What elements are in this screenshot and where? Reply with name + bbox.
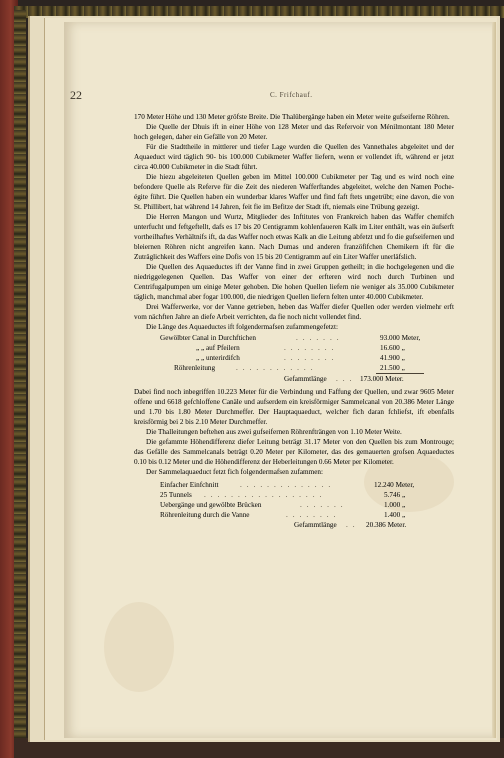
table-total-label: Gefammtlänge — [294, 521, 337, 529]
leader-dots: . . . . . . . . . . . . . . — [240, 481, 332, 489]
table-row-label: Einfacher Einfchnitt — [160, 481, 219, 489]
page-number: 22 — [70, 88, 82, 102]
table-row-value: 21.500 „ — [380, 364, 405, 372]
table-row-label: „ „ unterirdifch — [196, 354, 240, 362]
table-total-row — [134, 374, 454, 384]
paragraph-group-b — [134, 387, 454, 477]
paragraph: Die gefammte Höhendifferenz diefer Leitung beträgt 31.17 Meter von den Quellen bis zum Montrouge; das Gefälle des Sammelcanals beträgt 0.20 Meter per Kilometer, das des gemauerten grofsen Aquaeductes 0.10 bis 0.12 Meter und die Höhendifferenz der Heberleitungen 0.66 Meter per Kilometer. — [134, 438, 454, 466]
table-row-label: Gewölbter Canal in Durchftichen — [160, 334, 256, 342]
table-row — [134, 343, 454, 353]
table-row-label: 25 Tunnels — [160, 491, 192, 499]
paragraph: Dabei find noch inbegriffen 10.223 Meter für die Verbindung und Faffung der Quellen, und zwar 9605 Meter offene und 6618 gefchloffene Canäle und aufserdem ein kreisförmiger Sammelcanal von 20.386 Meter Länge und 1.70 bis 1.80 Meter Durchmeffer. Der Hauptaquaeduct, welcher fich daran fchliefst, ift ebenfalls kreisförmig bei 2 bis 2.10 Meter Durchmeffer. — [134, 388, 454, 426]
table-total-value: 173.000 Meter. — [360, 375, 404, 383]
page-edge-shadow — [492, 22, 496, 738]
paragraph: Für die Stadttheile in mittlerer und tiefer Lage wurden die Quellen des Vannethales abgeleitet und der Aquaeduct wird täglich 90- bis 100.000 Cubikmeter Waffer liefern, wenn er vollendet ift, während er jetzt circa 40.000 Cubikmeter in die Stadt führt. — [134, 143, 454, 171]
paragraph: Die Quellen des Aquaeductes ift der Vanne find in zwei Gruppen getheilt; in die hochgelegenen und die niedriggelegenen Quellen. Das Waffer von einer der erfteren wird noch durch Turbinen und Centrifugalpumpen um einige Meter gehoben. Die hohen Quellen liefern nie weniger als 35.000 Cubikmeter täglich, manchmal aber fogar 100.000, die niedrigen Quellen liefern felten unter 40.000 Cubikmeter. — [134, 263, 454, 301]
table-total-label: Gefammtlänge — [284, 375, 327, 383]
table-row-value: 1.000 „ — [384, 501, 406, 509]
leader-dots: . . . . . . . . — [286, 511, 337, 519]
table-row-label: „ „ auf Pfeilern — [196, 344, 240, 352]
paragraph: Die hiezu abgeleiteten Quellen geben im Mittel 100.000 Cubikmeter per Tag und es wird noch eine befondere Quelle als Referve für die Zeit des niederen Wafferftandes abgeleitet, welche den Namen Poche-égite führt. Die Quellen haben ein wunderbar klares Waffer und find faft ftets ungetrübt; eine davon, die von St. Phillibert, hat während 14 Jahren, feit fie im Befitze der Stadt ift, niemals eine Trübung gezeigt. — [134, 173, 454, 211]
table-total-value: 20.386 Meter. — [366, 521, 407, 529]
paper-stain — [104, 602, 174, 692]
table-row-label: Röhrenleitung — [174, 364, 216, 372]
leader-dots: . . . . . . . . . . . . . . . . . . — [204, 491, 323, 499]
paragraph: Der Sammelaquaeduct fetzt fich folgendermafsen zufammen: — [146, 468, 324, 476]
leader-dots: . . . . . . . . . . . . — [236, 364, 315, 372]
leader-dots: . . . — [336, 375, 353, 383]
leader-dots: . . — [346, 521, 357, 529]
table-row — [134, 333, 454, 343]
paragraph-group-a — [134, 112, 454, 332]
table-row-value: 16.600 „ — [380, 344, 405, 352]
table-row — [134, 480, 454, 490]
aqueduct-length-table — [134, 333, 454, 384]
table-row — [134, 510, 454, 520]
leader-dots: . . . . . . . — [300, 501, 345, 509]
paragraph: Drei Wafferwerke, vor der Vanne getrieben, heben das Waffer diefer Quellen oder werden vielmehr erft vom nächften Jahre an diefe Arbeit verrichten, da fie noch nicht vollendet find. — [134, 303, 454, 321]
paragraph: Die Thalleitungen beftehen aus zwei gufseifernen Röhrenfträngen von 1.10 Meter Weite. — [146, 428, 402, 436]
table-row-value: 1.400 „ — [384, 511, 406, 519]
table-row — [134, 363, 454, 373]
leader-dots: . . . . . . . — [296, 334, 341, 342]
table-row — [134, 353, 454, 363]
leader-dots: . . . . . . . . — [284, 354, 335, 362]
table-row-label: Röhrenleitung durch die Vanne — [160, 511, 250, 519]
running-head: C. Frifchauf. — [270, 91, 313, 99]
collector-aqueduct-table — [134, 480, 454, 530]
paragraph: Die Länge des Aquaeductes ift folgendermafsen zufammengefetzt: — [146, 323, 338, 331]
table-row-value: 5.746 „ — [384, 491, 406, 499]
paragraph: Die Quelle der Dhuis ift in einer Höhe von 128 Meter und das Refervoir von Ménilmontant 180 Meter hoch gelegen, daher ein Gefälle von 20 Meter. — [134, 123, 454, 141]
table-row-label: Uebergänge und gewölbte Brücken — [160, 501, 262, 509]
paragraph: Die Herren Mangon und Wurtz, Mitglieder des Inftitutes von Frankreich haben das Waffer chemifch unterfucht und feftgeftellt, dafs es 17 bis 20 Centigramm kohlenfaueren Kalk im Liter enthält, was ein äufserft vortheilhaftes Verhältnifs ift, da das Waffer noch etwas Kalk an die Leitung abfetzt und fo die gufseifernen und bleiernen Röhren nicht angreifen kann. Nach Dumas und anderen franzöfifchen Chemikern ift für die Zuträglichkeit des Waffers eine Dofis von 15 bis 20 Centigramm auf ein Liter Waffer unerläfslich. — [134, 213, 454, 261]
leader-dots: . . . . . . . . — [284, 344, 335, 352]
paragraph: 170 Meter Höhe und 130 Meter gröfste Breite. Die Thalübergänge haben ein Meter weite gufseiferne Röhren. — [134, 113, 450, 121]
table-row — [134, 500, 454, 510]
table-row-value: 93.000 Meter, — [380, 334, 421, 342]
table-total-row — [134, 520, 454, 530]
table-row-value: 41.900 „ — [380, 354, 405, 362]
page-body — [134, 112, 454, 530]
marbled-board-left — [14, 10, 26, 750]
table-row-value: 12.240 Meter, — [374, 481, 415, 489]
table-row — [134, 490, 454, 500]
